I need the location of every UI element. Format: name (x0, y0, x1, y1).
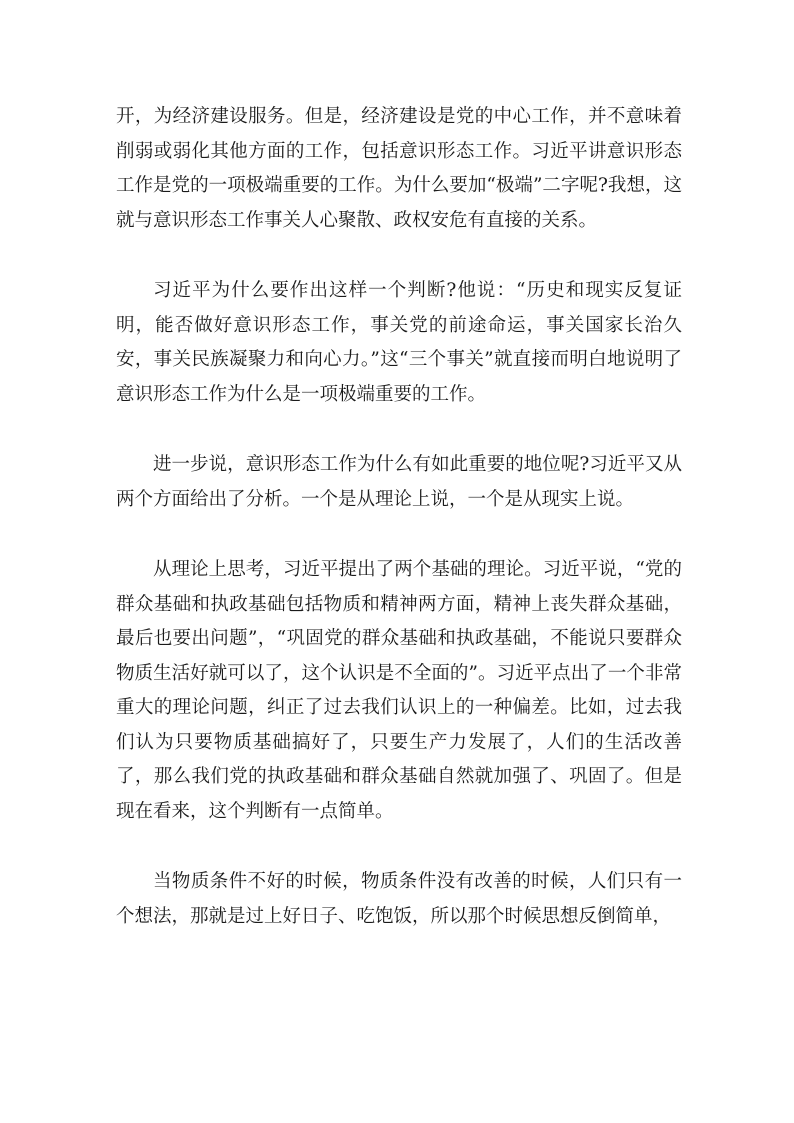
paragraph-2: 习近平为什么要作出这样一个判断?他说：“历史和现实反复证明，能否做好意识形态工作，事关党的前途命运，事关国家长治久安，事关民族凝聚力和向心力。”这“三个事关”就直接而明白地说明了意识形态工作为什么是一项极端重要的工作。 (116, 280, 682, 405)
paragraph-5: 当物质条件不好的时候，物质条件没有改善的时候，人们只有一个想法，那就是过上好日子、吃饱饭，所以那个时候思想反倒简单， (116, 871, 682, 927)
document-body (116, 100, 682, 970)
paragraph-4: 从理论上思考，习近平提出了两个基础的理论。习近平说，“党的群众基础和执政基础包括物质和精神两方面，精神上丧失群众基础，最后也要出问题”，“巩固党的群众基础和执政基础，不能说只要群众物质生活好就可以了，这个认识是不全面的”。习近平点出了一个非常重大的理论问题，纠正了过去我们认识上的一种偏差。比如，过去我们认为只要物质基础搞好了，只要生产力发展了，人们的生活改善了，那么我们党的执政基础和群众基础自然就加强了、巩固了。但是现在看来，这个判断有一点简单。 (116, 559, 682, 822)
paragraph-3: 进一步说，意识形态工作为什么有如此重要的地位呢?习近平又从两个方面给出了分析。一个是从理论上说，一个是从现实上说。 (116, 454, 682, 510)
paragraph-1: 开，为经济建设服务。但是，经济建设是党的中心工作，并不意味着削弱或弱化其他方面的工作，包括意识形态工作。习近平讲意识形态工作是党的一项极端重要的工作。为什么要加“极端”二字呢?我想，这就与意识形态工作事关人心聚散、政权安危有直接的关系。 (116, 106, 682, 231)
